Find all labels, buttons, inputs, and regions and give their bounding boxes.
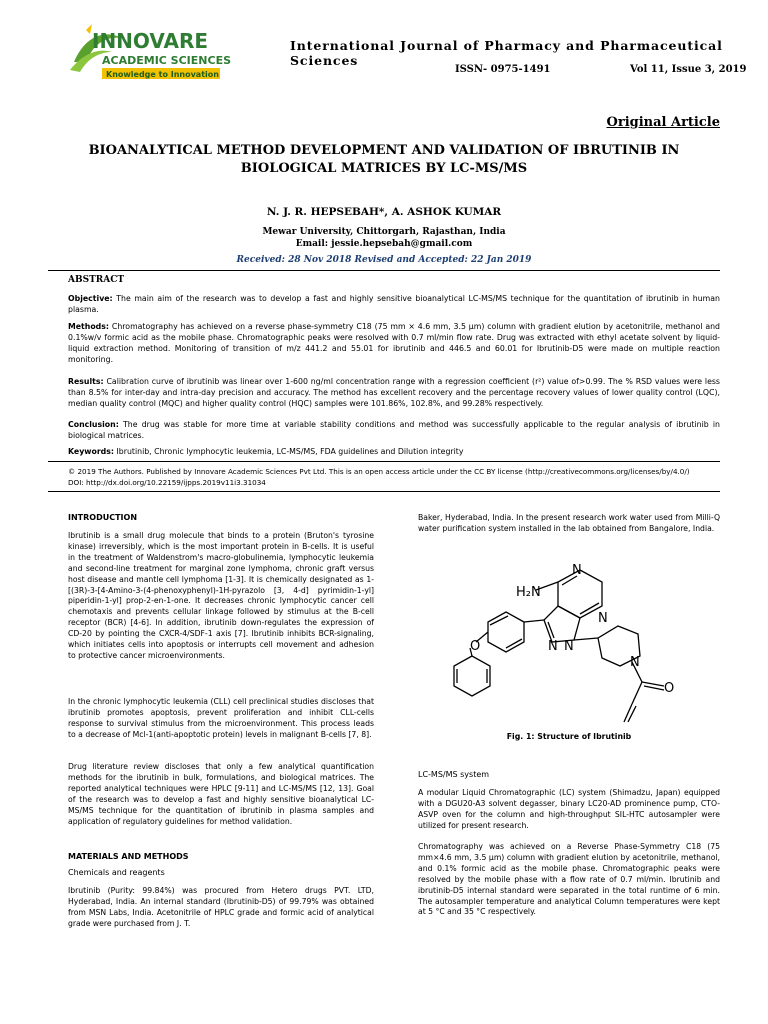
authors: N. J. R. HEPSEBAH*, A. ASHOK KUMAR (266, 206, 502, 218)
abstract-results: Results: Calibration curve of ibrutinib was linear over 1-600 ng/ml concentration range with a regression coefficient (r²) value of>0.99. The % RSD values were less than 8.5% for inter-day and intra-day precision and accuracy. The method has excellent recovery and the percentage recovery values of lower quality control (LQC), median quality control (MQC) and higher quality control (HQC) samples were 101.86%, 102.8%, and 99.28% respectively. (68, 377, 720, 408)
svg-text:N: N (564, 639, 574, 654)
email: Email: jessie.hepsebah@gmail.com (295, 239, 473, 249)
figure-caption: Fig. 1: Structure of Ibrutinib (506, 732, 632, 741)
intro-paragraph-3: Drug literature review discloses that only a few analytical quantification methods for the ibrutinib in bulk, formulations, and biological matrices. The reported analytical techniques were HPLC [9-11] and LC-MS/MS [12, 13]. Goal of the research was to develop a fast and highly sensitive bioanalytical LC-MS/MS technique for the quantitation of ibrutinib in plasma samples and application of regulatory guidelines for method validation. (68, 762, 374, 826)
ibrutinib-structure (448, 562, 688, 724)
abstract-conclusion: Conclusion: The drug was stable for more time at variable stability conditions and method was successfully applicable to the regular analysis of ibrutinib in biological matrices. (68, 420, 720, 440)
article-title: BIOANALYTICAL METHOD DEVELOPMENT AND VALIDATION OF IBRUTINIB IN BIOLOGICAL MATRICES BY LC-MS/MS (88, 143, 680, 176)
article-type: Original Article (606, 115, 720, 130)
svg-text:N: N (548, 639, 558, 654)
svg-text:ACADEMIC SCIENCES: ACADEMIC SCIENCES (102, 54, 232, 67)
intro-paragraph-2: In the chronic lymphocytic leukemia (CLL) cell preclinical studies discloses that ibrutinib promotes apoptosis, prevent proliferation and inhibit CLL-cells response to survival stimulus from the microenvironment. This process leads to a decrease of Mcl-1(anti-apoptotic protein) levels in malignant B-cells [7, 8]. (68, 697, 374, 739)
svg-text:N: N (572, 563, 582, 578)
divider (48, 491, 720, 492)
affiliation-block (48, 226, 720, 250)
abstract-heading: ABSTRACT (68, 275, 125, 285)
svg-text:O: O (470, 639, 481, 654)
svg-text:N: N (630, 655, 640, 670)
lcms-paragraph-2: Chromatography was achieved on a Reverse Phase-Symmetry C18 (75 mm×4.6 mm, 3.5 µm) column with gradient elution by acetonitrile, methanol, and 0.1% formic acid as the mobile phase. Chromatographic peaks were resolved by the mobile phase with a flow rate of 0.7 ml/min. Ibrutinib and ibrutinib-D5 internal standard were separated in the total runtime of 6 min. The autosampler temperature and analytical Column temperatures were kept at 5 °C and 35 °C respectively. (418, 842, 720, 917)
received-dates: Received: 28 Nov 2018 Revised and Accepted: 22 Jan 2019 (236, 255, 532, 265)
abstract-objective: Objective: The main aim of the research was to develop a fast and highly sensitive bioanalytical LC-MS/MS technique for the quantitation of ibrutinib in human plasma. (68, 294, 720, 314)
materials-methods-heading: MATERIALS AND METHODS (68, 852, 189, 861)
chemicals-paragraph: Ibrutinib (Purity: 99.84%) was procured from Hetero drugs PVT. LTD, Hyderabad, India. An internal standard (Ibrutinib-D5) of 99.79% was obtained from MSN Labs, India. Acetonitrile of HPLC grade and formic acid of analytical grade were purchased from J. T. (68, 886, 374, 928)
divider (48, 461, 720, 462)
lcms-heading: LC-MS/MS system (418, 770, 490, 779)
abstract-methods: Methods: Chromatography has achieved on a reverse phase-symmetry C18 (75 mm × 4.6 mm, 3.5 µm) column with gradient elution by acetonitrile, methanol and 0.1%w/v formic acid as the mobile phase. Chromatographic peaks were resolved with 0.7 ml/min flow rate. Drug was extracted with ethyl acetate solvent by liquid-liquid extraction method. Monitoring of transition of m/z 441.2 and 55.01 for ibrutinib and 446.5 and 60.01 for Ibrutinib-D5 were made on multiple reaction monitoring. (68, 322, 720, 364)
affiliation: Mewar University, Chittorgarh, Rajasthan, India (262, 227, 506, 237)
svg-text:H₂N: H₂N (516, 585, 541, 600)
svg-text:N: N (598, 611, 608, 626)
volume-issue: Vol 11, Issue 3, 2019 (630, 64, 747, 75)
divider (48, 270, 720, 271)
chemicals-heading: Chemicals and reagents (68, 868, 165, 877)
abstract-keywords: Keywords: Ibrutinib, Chronic lymphocytic leukemia, LC-MS/MS, FDA guidelines and Dilution integrity (68, 447, 464, 456)
right-paragraph-1: Baker, Hyderabad, India. In the present research work water used from Milli-Q water purification system installed in the lab obtained from Bangalore, India. (418, 513, 720, 533)
svg-text:Knowledge to Innovation: Knowledge to Innovation (106, 70, 219, 79)
license-block (68, 466, 720, 488)
svg-text:INNOVARE: INNOVARE (92, 29, 209, 53)
innovare-logo-icon (66, 22, 242, 88)
lcms-paragraph-1: A modular Liquid Chromatographic (LC) system (Shimadzu, Japan) equipped with a DGU20-A3 solvent degasser, binary LC20-AD prominence pump, CTO-ASVP oven for the column and high-throughput SIL-HTC autosampler were utilized for present research. (418, 788, 720, 830)
issn: ISSN- 0975-1491 (455, 64, 551, 75)
introduction-heading: INTRODUCTION (68, 513, 138, 522)
intro-paragraph-1: Ibrutinib is a small drug molecule that binds to a protein (Bruton's tyrosine kinase) irreversibly, which is the most important protein in B-cells. It is useful in the treatment of Waldenstrom's macro-globulinemia, lymphocytic leukemia and second-line treatment for marginal zone lymphoma, chronic graft versus host disease and mantle cell lymphoma [1-3]. It is chemically designated as 1-[(3R)-3-[4-Amino-3-(4-phenoxyphenyl)-1H-pyrazolo [3, 4-d] pyrimidin-1-yl] piperidin-1-yl] prop-2-en-1-one. It decreases chronic lymphocytic cancer cell chemotaxis and prevents cellular linkage followed by stimulus at the B-cell receptor (BCR) [4-6]. In addition, ibrutinib down-regulates the expression of CD-20 by pointing the CXCR-4/SDF-1 axis [7]. Ibrutinib inhibits BCR-signaling, which initiates cells into apoptosis or interrupts cell movement and adhesion to protective cancer microenvironments. (68, 531, 374, 660)
doi: DOI: http://dx.doi.org/10.22159/ijpps.2019v11i3.31034 (68, 478, 266, 487)
license-text: © 2019 The Authors. Published by Innovare Academic Sciences Pvt Ltd. This is an open access article under the CC BY license (http://creativecommons.org/licenses/by/4.0/) (68, 467, 690, 476)
journal-title: International Journal of Pharmacy and Pharmaceutical Sciences (290, 38, 723, 68)
svg-text:O: O (664, 681, 675, 696)
